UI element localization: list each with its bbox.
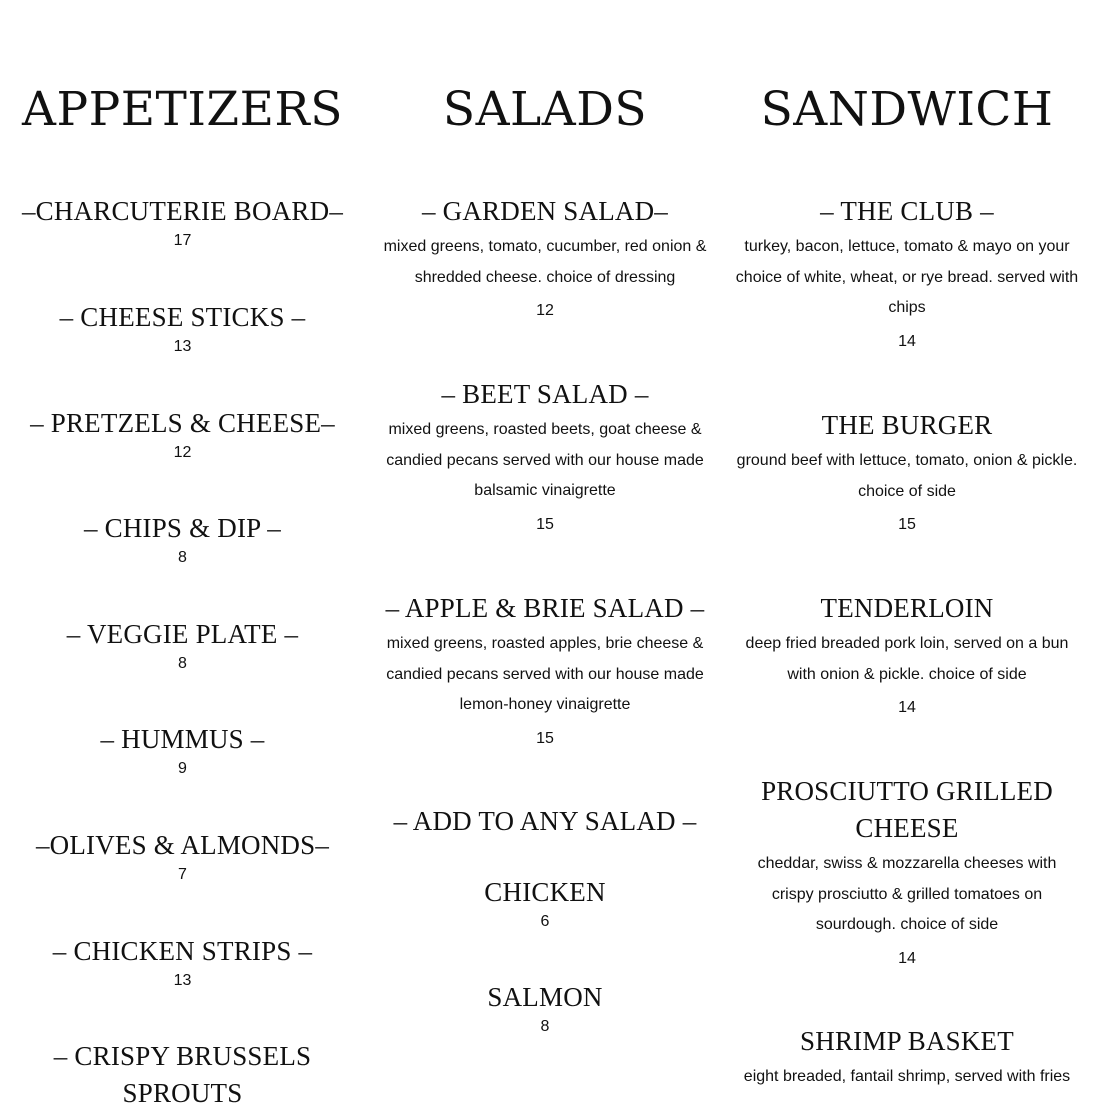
item-description: eight breaded, fantail shrimp, served with fries [743,1068,1071,1085]
item-name: – GARDEN SALAD– [422,196,668,226]
item-description: mixed greens, roasted apples, brie cheese & candied pecans served with our house made lemon-honey vinaigrette [386,635,704,713]
menu-item [735,407,1079,535]
item-price: 15 [898,516,916,533]
add-on-price: 6 [540,913,550,930]
item-price: 12 [536,302,554,319]
item-name: –OLIVES & ALMONDS– [35,830,330,860]
item-price: 7 [178,866,187,883]
item-price: 12 [173,444,192,461]
item-price: 13 [173,338,192,355]
item-name: PROSCIUTTO GRILLED CHEESE [761,776,1053,843]
item-description: deep fried breaded pork loin, served on a bun with onion & pickle. choice of side [745,635,1069,683]
item-description: cheddar, swiss & mozzarella cheeses with crispy prosciutto & grilled tomatoes on sourdough. choice of side [757,855,1057,933]
menu-item [735,193,1079,352]
add-on-name: SALMON [487,982,603,1012]
item-name: – THE CLUB – [820,196,994,226]
item-price: 14 [898,949,916,967]
menu-item [735,773,1079,969]
item-name: – APPLE & BRIE SALAD – [385,593,705,623]
menu-item [20,1038,345,1112]
add-on-item [375,979,715,1037]
menu-item [20,193,345,251]
item-name: – HUMMUS – [100,724,265,754]
item-name: – BEET SALAD – [441,379,649,409]
item-name: – CHICKEN STRIPS – [52,936,313,966]
item-price: 13 [173,972,192,989]
item-name: – CRISPY BRUSSELS SPROUTS [53,1041,312,1108]
menu-item [735,1023,1079,1093]
menu-item [375,193,715,321]
item-name: SHRIMP BASKET [800,1026,1014,1056]
item-price: 14 [898,332,916,350]
menu-item [20,299,345,357]
menu-item [735,590,1079,718]
item-description: mixed greens, tomato, cucumber, red onion & shredded cheese. choice of dressing [383,238,707,286]
item-name: – PRETZELS & CHEESE– [30,408,335,438]
sandwich-heading: SANDWICH [760,82,1054,137]
item-name: –CHARCUTERIE BOARD– [21,196,344,226]
add-on-heading-label: – ADD TO ANY SALAD – [393,806,697,836]
item-name: – VEGGIE PLATE – [66,619,299,649]
menu-item [20,827,345,885]
item-description: ground beef with lettuce, tomato, onion & pickle. choice of side [736,452,1078,500]
item-description: turkey, bacon, lettuce, tomato & mayo on your choice of white, wheat, or rye bread. served with chips [735,238,1079,316]
item-price: 15 [536,515,554,533]
add-on-price: 8 [540,1018,550,1035]
item-name: TENDERLOIN [820,593,994,623]
add-on-heading [375,803,715,840]
item-name: THE BURGER [821,410,993,440]
appetizers-heading: APPETIZERS [22,82,343,137]
item-price: 17 [173,232,192,249]
item-price: 9 [178,760,187,777]
menu-item [20,721,345,779]
menu-item [20,405,345,463]
menu-item [20,510,345,568]
item-name: – CHIPS & DIP – [83,513,282,543]
menu-item [375,590,715,749]
item-description: mixed greens, roasted beets, goat cheese & candied pecans served with our house made balsamic vinaigrette [386,421,704,499]
add-on-item [375,874,715,932]
menu-item [20,933,345,991]
item-price: 15 [536,729,554,747]
item-name: – CHEESE STICKS – [59,302,306,332]
item-price: 8 [178,655,187,672]
menu-item [375,376,715,535]
add-on-name: CHICKEN [484,877,606,907]
item-price: 8 [178,549,187,566]
salads-heading: SALADS [442,82,648,137]
menu-item [20,616,345,674]
item-price: 14 [898,699,916,716]
